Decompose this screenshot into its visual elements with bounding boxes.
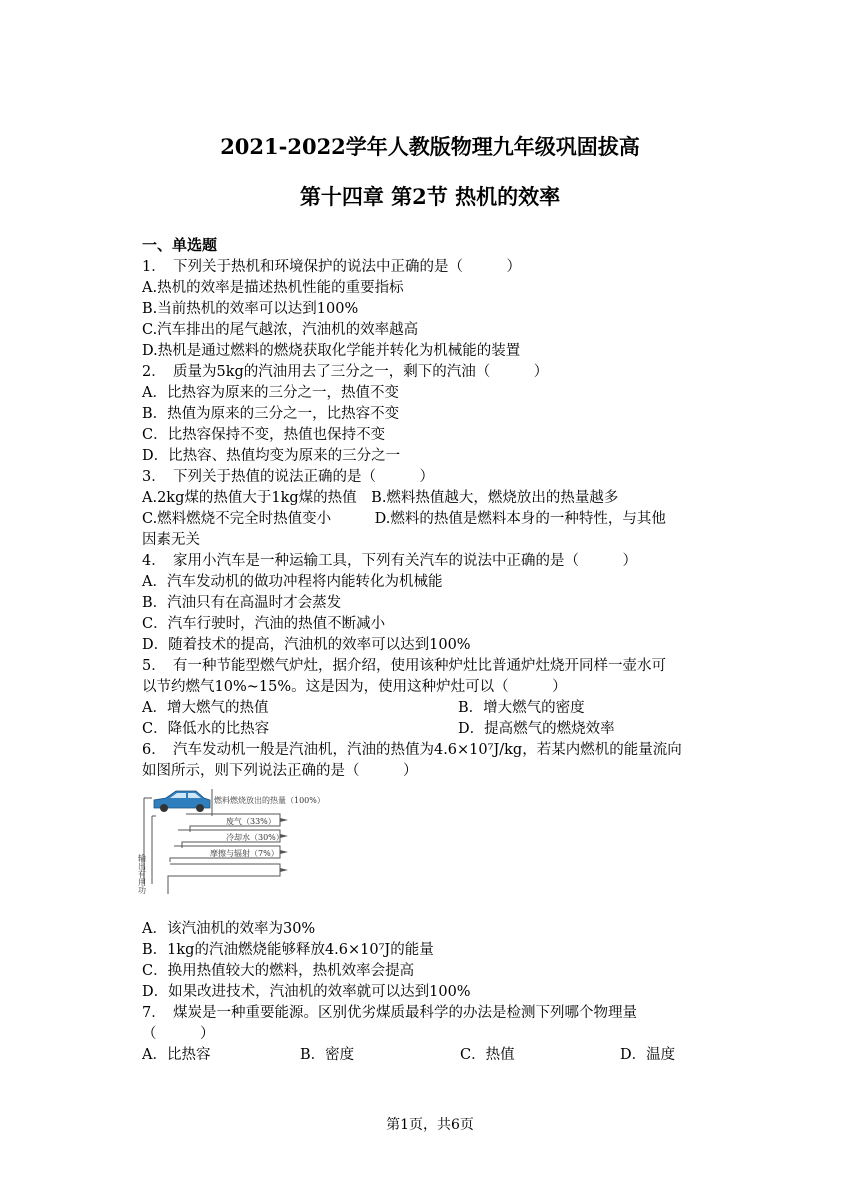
question-6-stem: 6． 汽车发动机一般是汽油机，汽油的热值为4.6×10⁷J/kg，若某内燃机的能量流向: [142, 742, 682, 758]
question-2-stem: 2． 质量为5kg的汽油用去了三分之一，剩下的汽油（ ）: [142, 364, 549, 380]
question-1-option-a: A.热机的效率是描述热机性能的重要指标: [142, 280, 404, 296]
question-1-option-b: B.当前热机的效率可以达到100%: [142, 301, 359, 317]
question-7-stem-continued: （ ）: [142, 1026, 215, 1042]
question-3-options-ab: A.2kg煤的热值大于1kg煤的热值 B.燃料热值越大，燃烧放出的热量越多: [142, 490, 619, 506]
question-3-stem: 3． 下列关于热值的说法正确的是（ ）: [142, 469, 434, 485]
page-subtitle: 第十四章 第2节 热机的效率: [299, 184, 561, 209]
diagram-cooling-label: 冷却水（30%）: [226, 833, 284, 842]
diagram-output-label: 输出有用功: [137, 854, 147, 894]
question-1-option-c: C.汽车排出的尾气越浓，汽油机的效率越高: [142, 322, 419, 338]
question-1-option-d: D.热机是通过燃料的燃烧获取化学能并转化为机械能的装置: [142, 343, 521, 359]
diagram-exhaust-label: 废气（33%）: [226, 817, 276, 826]
question-2-option-b: B．热值为原来的三分之一，比热容不变: [142, 406, 400, 422]
question-5-option-d: D．提高燃气的燃烧效率: [458, 721, 615, 737]
question-5-option-c: C．降低水的比热容: [142, 721, 270, 737]
question-4-option-b: B．汽油只有在高温时才会蒸发: [142, 595, 342, 611]
question-7-option-a: A．比热容: [142, 1047, 211, 1063]
diagram-total-heat-label: 燃料燃烧放出的热量（100%）: [214, 796, 325, 805]
question-5-stem-continued: 以节约燃气10%~15%。这是因为，使用这种炉灶可以（ ）: [142, 679, 567, 695]
question-5-stem: 5． 有一种节能型燃气炉灶，据介绍，使用该种炉灶比普通炉灶烧开同样一壶水可: [142, 658, 666, 674]
question-6-option-d: D．如果改进技术，汽油机的效率就可以达到100%: [142, 984, 471, 1000]
page-title: 2021-2022学年人教版物理九年级巩固拔高: [220, 134, 640, 159]
question-3-options-cd-continued: 因素无关: [142, 532, 200, 548]
question-5-option-b: B．增大燃气的密度: [458, 700, 585, 716]
question-6-option-c: C．换用热值较大的燃料，热机效率会提高: [142, 963, 415, 979]
question-6-option-b: B．1kg的汽油燃烧能够释放4.6×10⁷J的能量: [142, 942, 434, 958]
question-7-option-d: D．温度: [620, 1047, 676, 1063]
question-4-option-a: A．汽车发动机的做功冲程将内能转化为机械能: [142, 574, 443, 590]
question-6-stem-continued: 如图所示，则下列说法正确的是（ ）: [142, 763, 418, 779]
question-7-option-c: C．热值: [460, 1047, 515, 1063]
question-6-option-a: A．该汽油机的效率为30%: [142, 921, 316, 937]
question-4-option-c: C．汽车行驶时，汽油的热值不断减小: [142, 616, 386, 632]
question-2-option-a: A．比热容为原来的三分之一，热值不变: [142, 385, 399, 401]
question-1-stem: 1． 下列关于热机和环境保护的说法中正确的是（ ）: [142, 259, 521, 275]
question-7-stem: 7． 煤炭是一种重要能源。区别优劣煤质最科学的办法是检测下列哪个物理量: [142, 1005, 637, 1021]
energy-flow-diagram: [137, 784, 360, 899]
diagram-friction-label: 摩擦与辐射（7%）: [210, 849, 279, 858]
question-3-options-cd: C.燃料燃烧不完全时热值变小 D.燃料的热值是燃料本身的一种特性，与其他: [142, 511, 666, 527]
section-heading: 一、单选题: [142, 236, 218, 254]
car-icon: [154, 791, 210, 812]
question-4-stem: 4． 家用小汽车是一种运输工具，下列有关汽车的说法中正确的是（ ）: [142, 553, 637, 569]
question-2-option-c: C．比热容保持不变，热值也保持不变: [142, 427, 386, 443]
question-2-option-d: D．比热容、热值均变为原来的三分之一: [142, 448, 401, 464]
question-5-option-a: A．增大燃气的热值: [142, 700, 269, 716]
question-4-option-d: D．随着技术的提高，汽油机的效率可以达到100%: [142, 637, 471, 653]
question-7-option-b: B．密度: [300, 1047, 355, 1063]
page-footer: 第1页，共6页: [386, 1117, 474, 1133]
